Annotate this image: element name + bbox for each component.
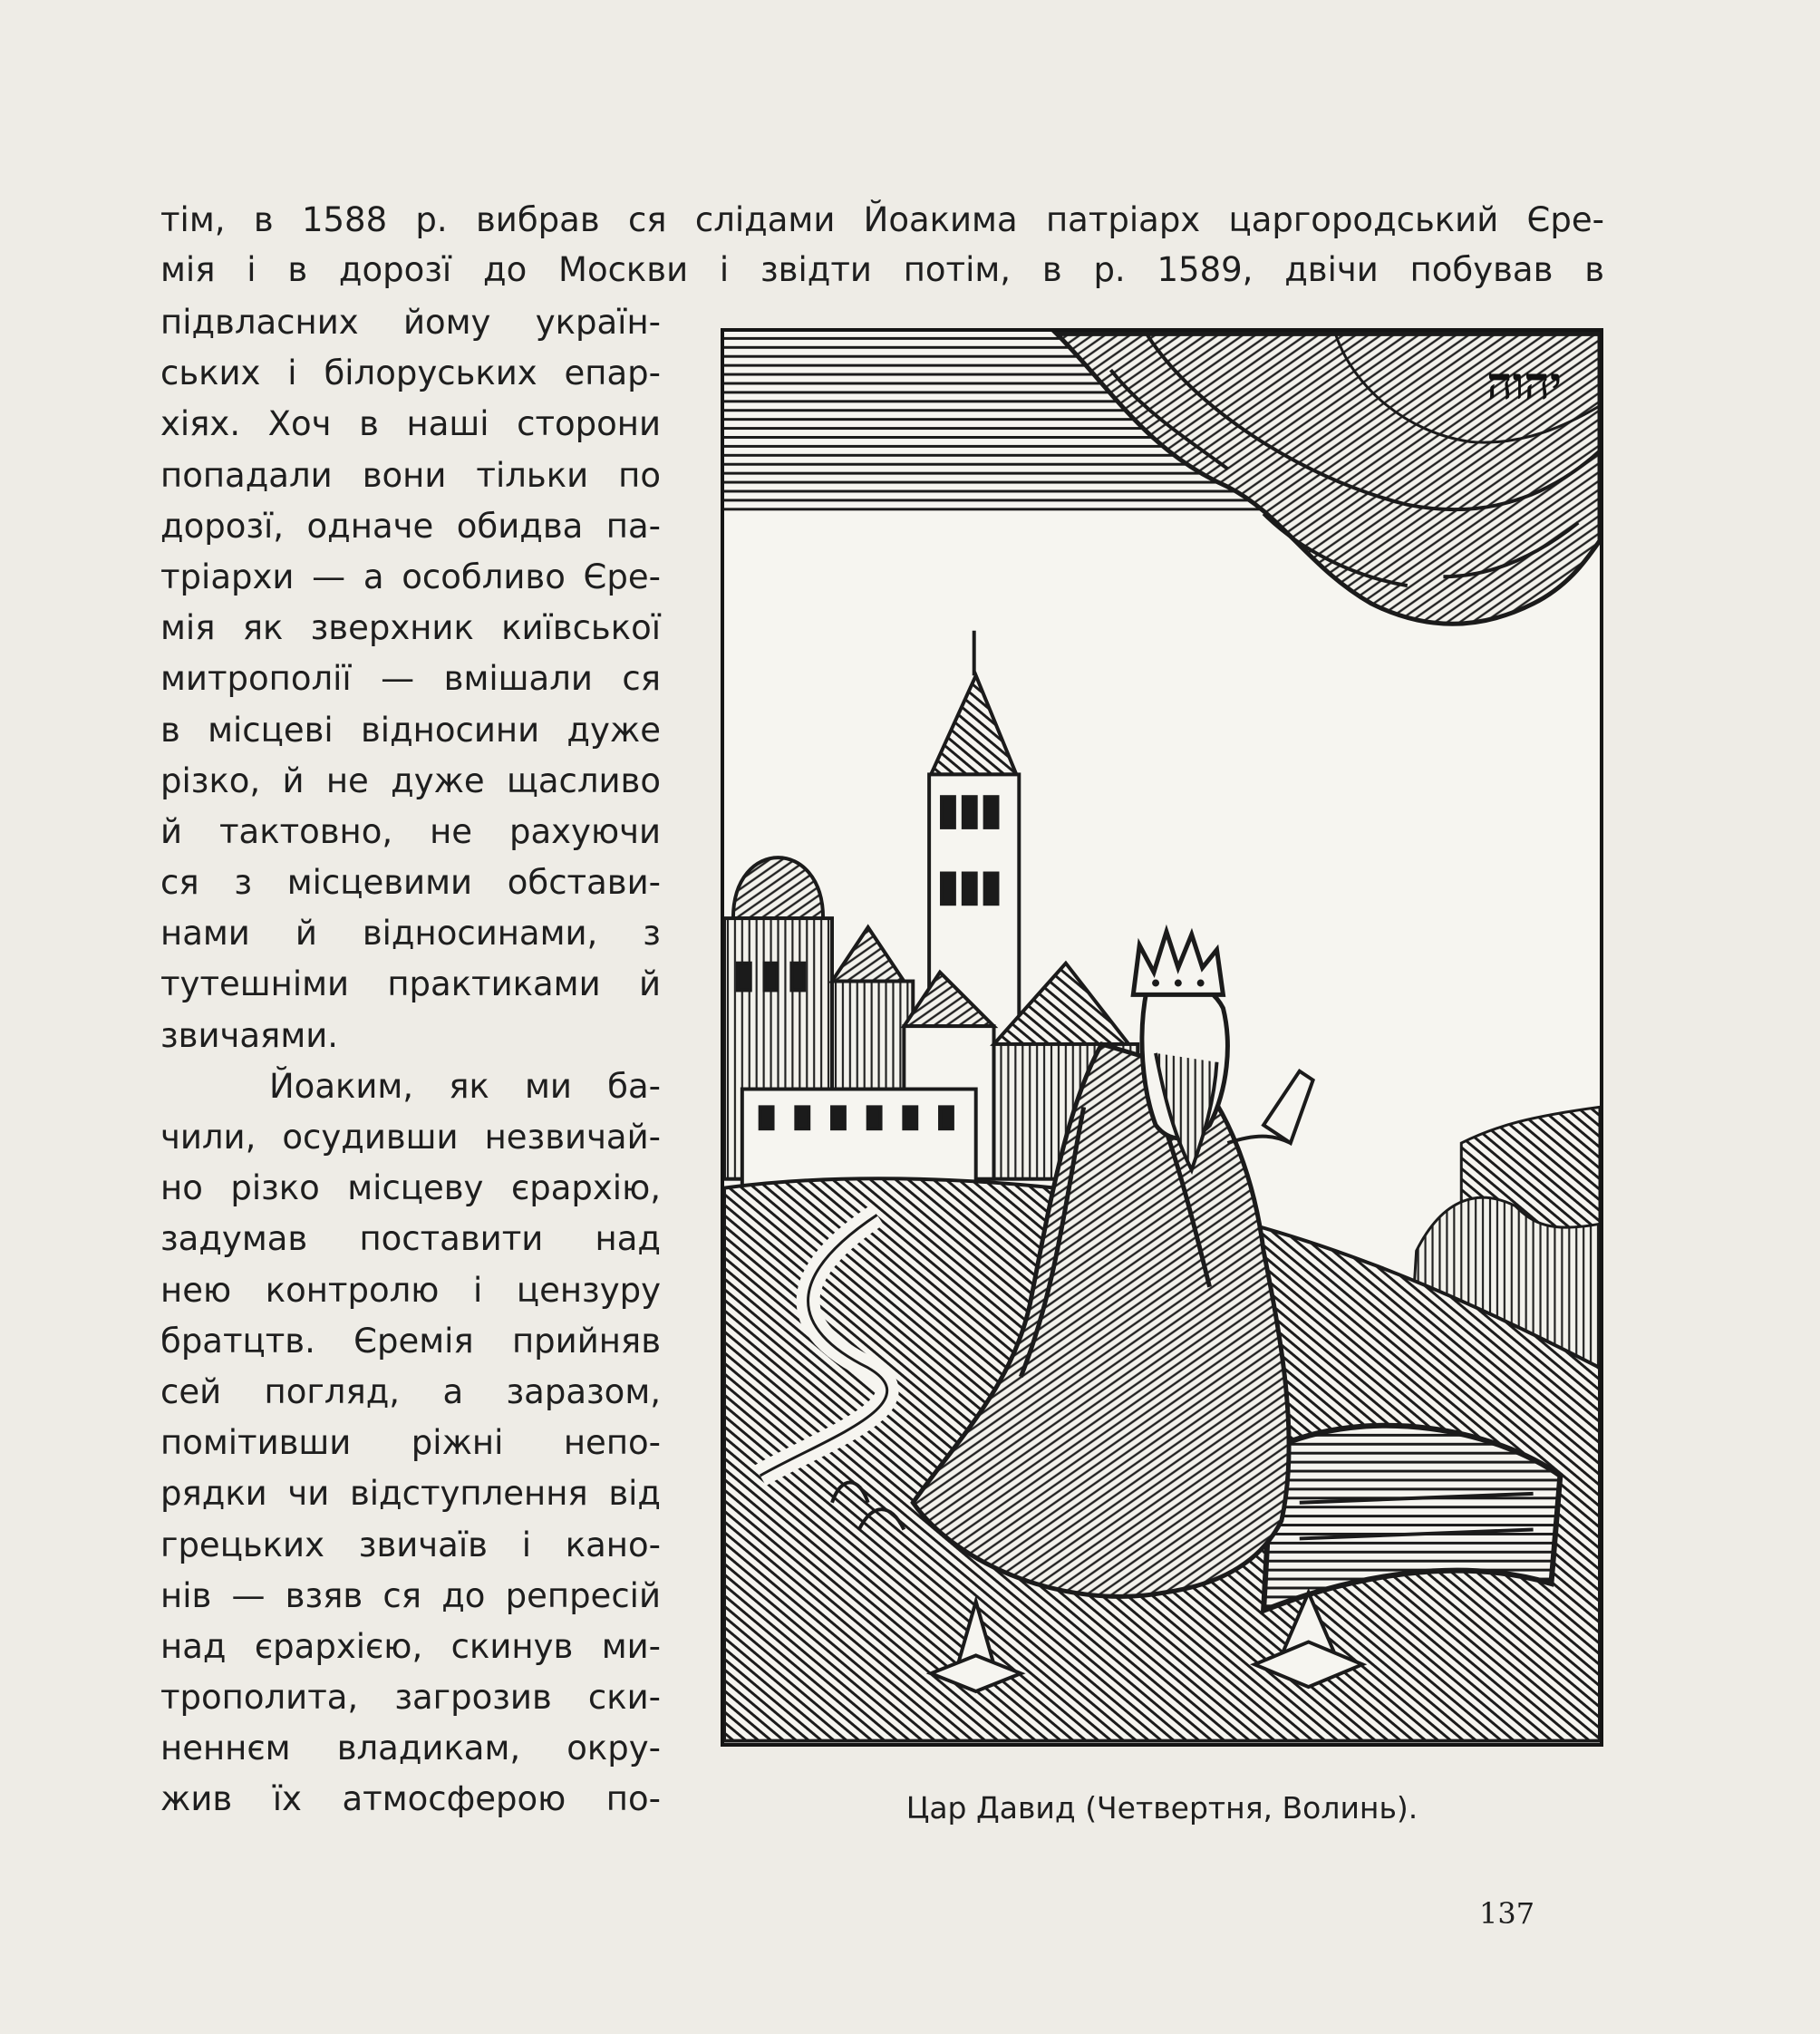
woodcut-illustration bbox=[724, 332, 1600, 1743]
column-line: тутешніми практиками й bbox=[160, 964, 661, 1004]
column-line: нею контролю і цензуру bbox=[160, 1270, 661, 1310]
page-number: 137 bbox=[1479, 1896, 1535, 1931]
column-line: Йоаким, як ми ба- bbox=[269, 1066, 661, 1106]
column-line: ся з місцевими обстави- bbox=[160, 863, 661, 903]
column-line: над єрархією, скинув ми- bbox=[160, 1626, 661, 1666]
column-line: звичаями. bbox=[160, 1015, 339, 1055]
column-line: нів — взяв ся до репресій bbox=[160, 1575, 661, 1615]
column-line: митрополії — вмішали ся bbox=[160, 659, 661, 699]
column-line: дорозї, одначе обидва па- bbox=[160, 506, 661, 546]
column-line: братцтв. Єремія прийняв bbox=[160, 1321, 661, 1361]
column-line: попадали вони тільки по bbox=[160, 455, 661, 495]
column-line: різко, й не дуже щасливо bbox=[160, 760, 661, 800]
column-line: й тактовно, не рахуючи bbox=[160, 811, 661, 851]
column-line: жив їх атмосферою по- bbox=[160, 1779, 661, 1819]
text-column bbox=[160, 297, 661, 1826]
figure-caption: Цар Давид (Четвертня, Волинь). bbox=[905, 1790, 1418, 1826]
column-line: но різко місцеву єрархію, bbox=[160, 1168, 661, 1208]
column-line: грецьких звичаїв і кано- bbox=[160, 1525, 661, 1564]
column-line: тріархи — а особливо Єре- bbox=[160, 557, 661, 596]
text-line-2: мія і в дорозї до Москви і звідти потім, в р. 1589, двічи побував в bbox=[160, 250, 1604, 289]
woodcut-king-david bbox=[721, 328, 1603, 1747]
column-line: ських і білоруських епар- bbox=[160, 354, 661, 393]
column-line: хіях. Хоч в наші сторони bbox=[160, 404, 661, 444]
column-line: помітивши ріжні непо- bbox=[160, 1423, 661, 1463]
column-line: в місцеві відносини дуже bbox=[160, 710, 661, 750]
text-line-1: тім, в 1588 р. вибрав ся слідами Йоакима патріарх царгородський Єре- bbox=[160, 200, 1604, 239]
column-line: неннєм владикам, окру- bbox=[160, 1729, 661, 1768]
column-line: сей погляд, а заразом, bbox=[160, 1371, 661, 1411]
hebrew-inscription: יהוה bbox=[1486, 355, 1563, 410]
column-line: рядки чи відступлення від bbox=[160, 1474, 661, 1514]
column-line: чили, осудивши незвичай- bbox=[160, 1118, 661, 1157]
column-line: мія як зверхник київської bbox=[160, 608, 661, 648]
column-line: підвласних йому україн- bbox=[160, 303, 661, 342]
column-line: трополита, загрозив ски- bbox=[160, 1678, 661, 1718]
column-line: задумав поставити над bbox=[160, 1219, 661, 1259]
column-line: нами й відносинами, з bbox=[160, 914, 661, 954]
